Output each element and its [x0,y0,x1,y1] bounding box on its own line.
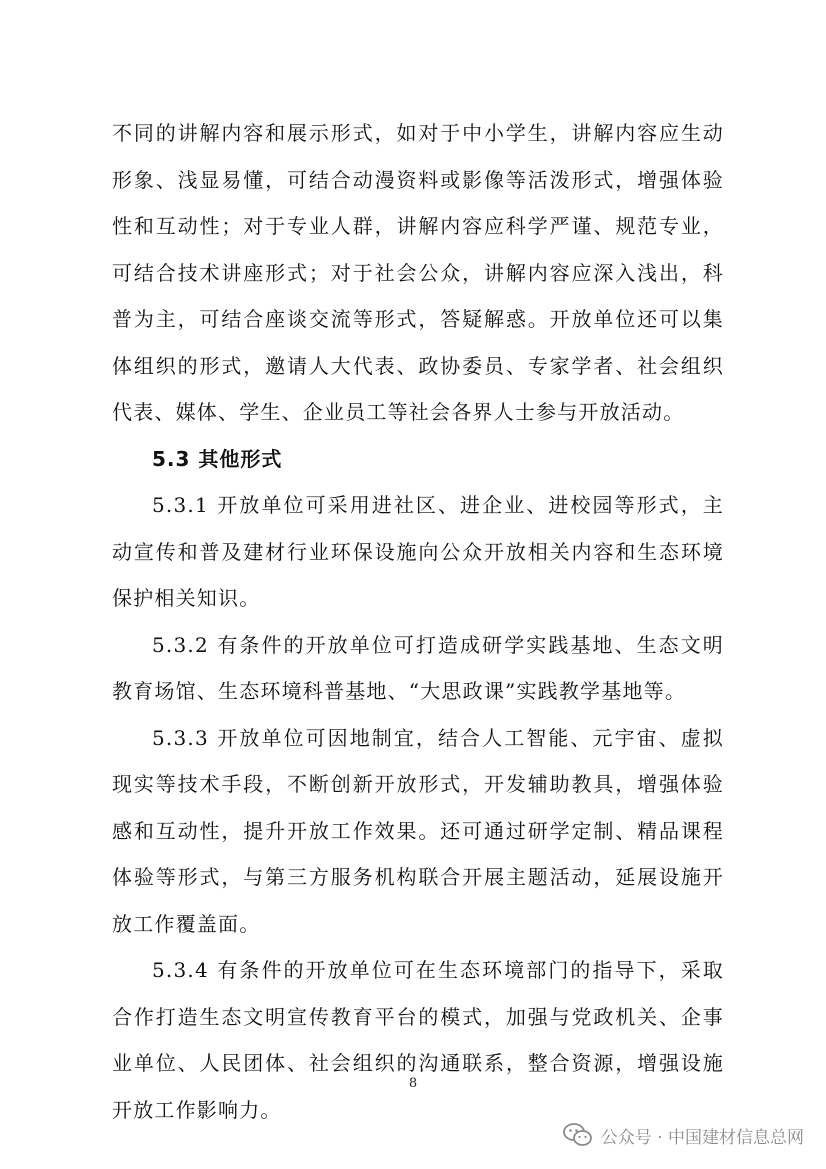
watermark-text: 公众号 · 中国建材信息总网 [600,1127,804,1148]
paragraph-5-3-2: 5.3.2 有条件的开放单位可打造成研学实践基地、生态文明教育场馆、生态环境科普基地、“大思政课”实践教学基地等。 [112,632,724,703]
paragraph-5-3-1: 5.3.1 开放单位可采用进社区、进企业、进校园等形式，主动宣传和普及建材行业环保设施向公众开放相关内容和生态环境保护相关知识。 [112,493,724,610]
paragraph-5-3-4: 5.3.4 有条件的开放单位可在生态环境部门的指导下，采取合作打造生态文明宣传教育平台的模式，加强与党政机关、企事业单位、人民团体、社会组织的沟通联系，整合资源，增强设施开放工作影响力。 [112,958,724,1122]
paragraph-5-3-3: 5.3.3 开放单位可因地制宜，结合人工智能、元宇宙、虚拟现实等技术手段，不断创新开放形式，开发辅助教具，增强体验感和互动性，提升开放工作效果。还可通过研学定制、精品课程体验等形式，与第三方服务机构联合开展主题活动，延展设施开放工作覆盖面。 [112,725,724,936]
document-body [112,110,724,1133]
section-heading: 5.3 其他形式 [152,446,283,471]
paragraph-continuation: 不同的讲解内容和展示形式，如对于中小学生，讲解内容应生动形象、浅显易懂，可结合动漫资料或影像等活泼形式，增强体验性和互动性；对于专业人群，讲解内容应科学严谨、规范专业，可结合技术讲座形式；对于社会公众，讲解内容应深入浅出，科普为主，可结合座谈交流等形式，答疑解惑。开放单位还可以集体组织的形式，邀请人大代表、政协委员、专家学者、社会组织代表、媒体、学生、企业员工等社会各界人士参与开放活动。 [112,121,724,424]
wechat-icon [563,1122,593,1148]
watermark [563,1120,804,1150]
page-number: 8 [408,1076,418,1091]
